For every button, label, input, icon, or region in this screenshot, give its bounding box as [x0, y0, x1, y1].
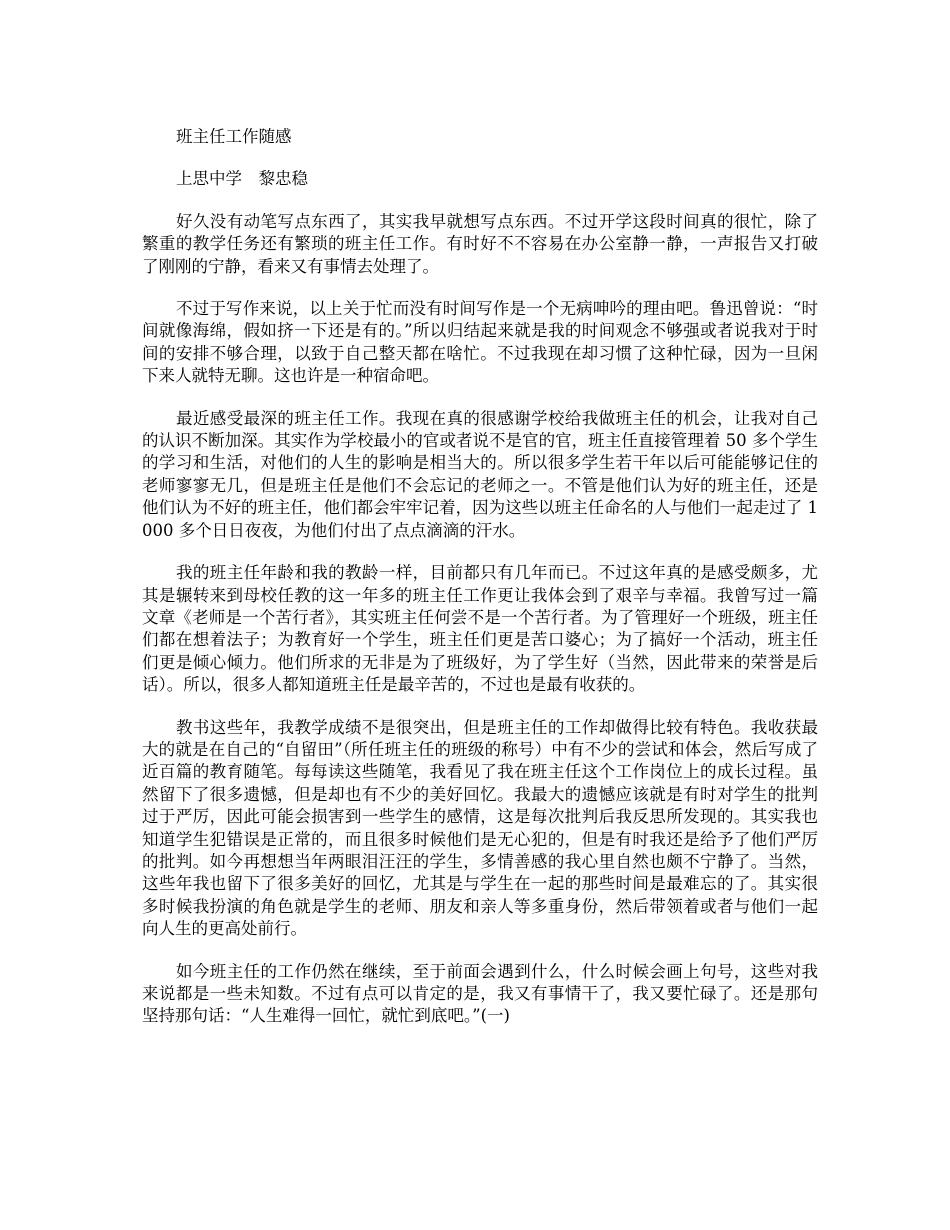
- paragraph-5: 教书这些年，我教学成绩不是很突出，但是班主任的工作却做得比较有特色。我收获最大的就是在自己的“自留田”（所任班主任的班级的称号）中有不少的尝试和体会，然后写成了近百篇的教育随笔。每每读这些随笔，我看见了我在班主任这个工作岗位上的成长过程。虽然留下了很多遗憾，但是却也有不少的美好回忆。我最大的遗憾应该就是有时对学生的批判过于严厉，因此可能会损害到一些学生的感情，这是每次批判后我反思所发现的。其实我也知道学生犯错误是正常的，而且很多时候他们是无心犯的，但是有时我还是给予了他们严厉的批判。如今再想想当年两眼泪汪汪的学生，多情善感的我心里自然也颇不宁静了。当然，这些年我也留下了很多美好的回忆，尤其是与学生在一起的那些时间是最难忘的了。其实很多时候我扮演的角色就是学生的老师、朋友和亲人等多重身份，然后带领着或者与他们一起向人生的更高处前行。: [142, 717, 818, 939]
- paragraph-1: 好久没有动笔写点东西了，其实我早就想写点东西。不过开学这段时间真的很忙，除了繁重的教学任务还有繁琐的班主任工作。有时好不不容易在办公室静一静，一声报告又打破了刚刚的宁静，看来又有事情去处理了。: [142, 211, 818, 276]
- paragraph-3: 最近感受最深的班主任工作。我现在真的很感谢学校给我做班主任的机会，让我对自己的认识不断加深。其实作为学校最小的官或者说不是官的官，班主任直接管理着 50 多个学生的学习和生活，对他们的人生的影响是相当大的。所以很多学生若干年以后可能能够记住的老师寥寥无几，但是班主任是他们不会忘记的老师之一。不管是他们认为好的班主任，还是他们认为不好的班主任，他们都会牢牢记着，因为这些以班主任命名的人与他们一起走过了 1000 多个日日夜夜，为他们付出了点点滴滴的汗水。: [142, 408, 818, 540]
- paragraph-2: 不过于写作来说，以上关于忙而没有时间写作是一个无病呻吟的理由吧。鲁迅曾说：“时间就像海绵，假如挤一下还是有的。”所以归结起来就是我的时间观念不够强或者说我对于时间的安排不够合理，以致于自己整天都在啥忙。不过我现在却习惯了这种忙碌，因为一旦闲下来人就特无聊。这也许是一种宿命吧。: [142, 299, 818, 386]
- paragraph-6: 如今班主任的工作仍然在继续，至于前面会遇到什么，什么时候会画上句号，这些对我来说都是一些未知数。不过有点可以肯定的是，我又有事情干了，我又要忙碌了。还是那句坚持那句话：“人生难得一回忙，就忙到底吧。”(一): [142, 961, 818, 1026]
- document-page: [142, 126, 818, 1048]
- document-title: 班主任工作随感: [176, 127, 292, 146]
- paragraph-4: 我的班主任年龄和我的教龄一样，目前都只有几年而已。不过这年真的是感受颇多，尤其是辗转来到母校任教的这一年多的班主任工作更让我体会到了艰辛与幸福。我曾写过一篇文章《老师是一个苦行者》，其实班主任何尝不是一个苦行者。为了管理好一个班级，班主任们都在想着法子；为教育好一个学生，班主任们更是苦口婆心；为了搞好一个活动，班主任们更是倾心倾力。他们所求的无非是为了班级好，为了学生好（当然，因此带来的荣誉是后话）。所以，很多人都知道班主任是最辛苦的，不过也是最有收获的。: [142, 563, 818, 695]
- document-author: 上思中学 黎忠稳: [176, 169, 308, 189]
